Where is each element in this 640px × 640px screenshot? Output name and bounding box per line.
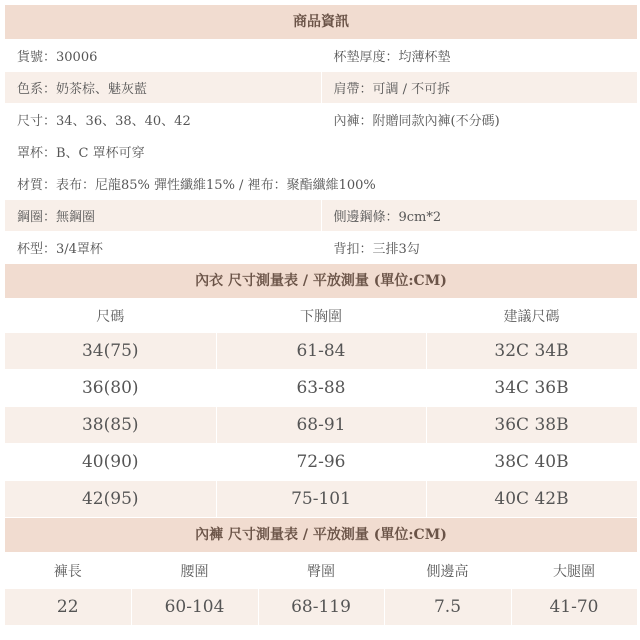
cup-pad-thickness: 杯墊厚度：均薄杯墊 xyxy=(321,40,637,72)
cup-sizes: 罩杯：B、C 罩杯可穿 xyxy=(5,136,637,168)
info-row xyxy=(5,136,637,168)
column-header-size: 尺碼 xyxy=(5,299,216,333)
size-cell: 36(80) xyxy=(5,370,216,407)
column-header-underbust: 下胸圍 xyxy=(216,299,426,333)
table-header-row xyxy=(5,553,637,589)
recommended-cell: 34C 36B xyxy=(426,370,637,407)
column-header-side-height: 側邊高 xyxy=(384,553,511,589)
item-number: 貨號：30006 xyxy=(5,40,321,72)
column-header-hip: 臀圍 xyxy=(258,553,384,589)
info-row xyxy=(5,104,637,136)
table-row xyxy=(5,407,637,444)
color-options: 色系：奶茶棕、魅灰藍 xyxy=(5,72,321,104)
hip-cell: 68-119 xyxy=(258,589,384,626)
recommended-cell: 32C 34B xyxy=(426,333,637,370)
cup-type: 杯型：3/4罩杯 xyxy=(5,232,321,264)
info-row xyxy=(5,72,637,104)
underbust-cell: 63-88 xyxy=(216,370,426,407)
length-cell: 22 xyxy=(5,589,131,626)
back-closure: 背扣：三排3勾 xyxy=(321,232,637,264)
underbust-cell: 72-96 xyxy=(216,444,426,481)
info-row xyxy=(5,168,637,200)
table-row xyxy=(5,589,637,626)
table-row xyxy=(5,370,637,407)
info-row xyxy=(5,40,637,72)
product-info-title: 商品資訊 xyxy=(5,5,637,40)
size-cell: 34(75) xyxy=(5,333,216,370)
size-cell: 42(95) xyxy=(5,481,216,518)
bra-size-table-title: 內衣 尺寸測量表 / 平放測量 (單位:CM) xyxy=(5,264,637,299)
waist-cell: 60-104 xyxy=(131,589,258,626)
recommended-cell: 40C 42B xyxy=(426,481,637,518)
thigh-cell: 41-70 xyxy=(511,589,637,626)
underbust-cell: 68-91 xyxy=(216,407,426,444)
info-row xyxy=(5,232,637,264)
sizes-available: 尺寸：34、36、38、40、42 xyxy=(5,104,321,136)
table-row xyxy=(5,444,637,481)
size-cell: 38(85) xyxy=(5,407,216,444)
side-height-cell: 7.5 xyxy=(384,589,511,626)
table-row xyxy=(5,481,637,518)
column-header-thigh: 大腿圍 xyxy=(511,553,637,589)
underbust-cell: 61-84 xyxy=(216,333,426,370)
column-header-waist: 腰圍 xyxy=(131,553,258,589)
product-info-table xyxy=(5,40,638,264)
underbust-cell: 75-101 xyxy=(216,481,426,518)
recommended-cell: 36C 38B xyxy=(426,407,637,444)
recommended-cell: 38C 40B xyxy=(426,444,637,481)
table-row xyxy=(5,333,637,370)
column-header-recommended: 建議尺碼 xyxy=(426,299,637,333)
underwire: 鋼圈：無鋼圈 xyxy=(5,200,321,232)
column-header-length: 褲長 xyxy=(5,553,131,589)
table-header-row xyxy=(5,299,637,333)
panty-size-table-title: 內褲 尺寸測量表 / 平放測量 (單位:CM) xyxy=(5,518,637,553)
size-cell: 40(90) xyxy=(5,444,216,481)
side-boning: 側邊鋼條：9cm*2 xyxy=(321,200,637,232)
shoulder-strap: 肩帶：可調 / 不可拆 xyxy=(321,72,637,104)
product-spec-sheet xyxy=(5,5,637,626)
info-row xyxy=(5,200,637,232)
material: 材質：表布：尼龍85% 彈性纖維15% / 裡布：聚酯纖維100% xyxy=(5,168,637,200)
included-panties: 內褲：附贈同款內褲(不分碼) xyxy=(321,104,637,136)
panty-size-table xyxy=(5,553,638,626)
bra-size-table xyxy=(5,299,638,518)
